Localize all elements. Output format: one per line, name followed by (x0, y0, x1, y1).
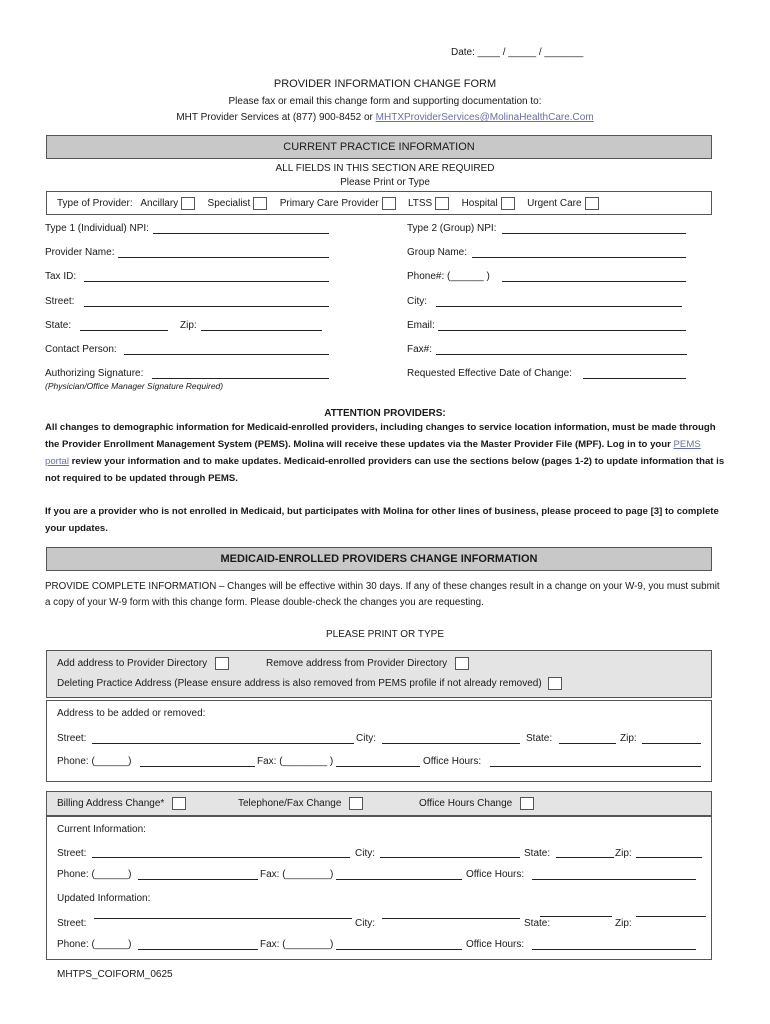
upd-phone-field[interactable] (138, 949, 258, 950)
contact-prefix: MHT Provider Services at (877) 900-8452 or (176, 112, 376, 123)
hours-change-label: Office Hours Change (419, 798, 513, 810)
specialist-checkbox[interactable] (253, 197, 267, 210)
telephone-change-label: Telephone/Fax Change (238, 798, 342, 810)
addr-hours-field[interactable] (490, 766, 701, 767)
print-note: Please Print or Type (340, 177, 430, 188)
upd-fax-field[interactable] (336, 949, 462, 950)
hospital-checkbox[interactable] (501, 197, 515, 210)
urgent-care-checkbox[interactable] (585, 197, 599, 210)
addr-street-field[interactable] (92, 743, 354, 744)
effective-date-field[interactable] (583, 378, 686, 379)
addr-state-label: State: (526, 733, 553, 744)
addr-city-label: City: (356, 733, 376, 744)
phone-field[interactable] (502, 281, 686, 282)
addr-phone-label: Phone: (______) (57, 756, 132, 767)
addr-state-field[interactable] (559, 743, 616, 744)
medicaid-heading: MEDICAID-ENROLLED PROVIDERS CHANGE INFORMATION (46, 547, 712, 571)
cur-state-label: State: (524, 848, 551, 859)
upd-street-label: Street: (57, 918, 87, 929)
current-info-heading: Current Information: (57, 824, 146, 835)
fax-label: Fax#: (407, 344, 433, 355)
type2-npi-label: Type 2 (Group) NPI: (407, 223, 497, 234)
add-address-label: Add address to Provider Directory (57, 658, 208, 670)
provider-type-hospital: Hospital (461, 198, 498, 210)
signature-field[interactable] (152, 378, 329, 379)
cur-fax-field[interactable] (336, 879, 462, 880)
address-heading: Address to be added or removed: (57, 708, 206, 719)
cur-zip-field[interactable] (636, 857, 702, 858)
addr-fax-label: Fax: (________ ) (257, 756, 334, 767)
addr-zip-field[interactable] (642, 743, 701, 744)
form-title: PROVIDER INFORMATION CHANGE FORM (273, 78, 497, 90)
tax-id-label: Tax ID: (45, 271, 77, 282)
street-label: Street: (45, 296, 75, 307)
tax-id-field[interactable] (84, 281, 329, 282)
change-details-panel (46, 816, 712, 960)
upd-hours-field[interactable] (532, 949, 696, 950)
contact-line (0, 112, 770, 123)
cur-street-label: Street: (57, 848, 87, 859)
effective-date-label: Requested Effective Date of Change: (407, 368, 572, 379)
required-note: ALL FIELDS IN THIS SECTION ARE REQUIRED (275, 163, 495, 174)
provider-name-field[interactable] (118, 257, 329, 258)
ancillary-checkbox[interactable] (181, 197, 195, 210)
fax-field[interactable] (436, 354, 687, 355)
upd-zip-label: Zip: (615, 918, 632, 929)
upd-zip-field[interactable] (636, 916, 706, 917)
addr-fax-field[interactable] (336, 766, 420, 767)
upd-city-field[interactable] (382, 918, 520, 919)
hours-change-checkbox[interactable] (520, 797, 534, 810)
provider-type-label: Type of Provider: (57, 198, 133, 210)
updated-info-heading: Updated Information: (57, 893, 151, 904)
contact-person-field[interactable] (124, 354, 329, 355)
ltss-checkbox[interactable] (435, 197, 449, 210)
form-code: MHTPS_COIFORM_0625 (57, 969, 173, 980)
zip-label: Zip: (180, 320, 197, 331)
addr-zip-label: Zip: (620, 733, 637, 744)
attention-paragraph-1 (45, 419, 727, 487)
delete-address-label: Deleting Practice Address (Please ensure address is also removed from PEMS profile if not already removed) (57, 678, 542, 690)
signature-note: (Physician/Office Manager Signature Required) (45, 381, 224, 391)
upd-state-field[interactable] (540, 916, 612, 917)
upd-city-label: City: (355, 918, 375, 929)
cur-city-label: City: (355, 848, 375, 859)
attention-heading: ATTENTION PROVIDERS: (324, 408, 446, 419)
remove-address-row (266, 657, 473, 670)
cur-fax-label: Fax: (________) (260, 869, 334, 880)
pems-portal-link[interactable]: PEMS portal (45, 439, 701, 467)
email-field[interactable] (438, 330, 686, 331)
remove-address-checkbox[interactable] (455, 657, 469, 670)
city-field[interactable] (436, 306, 682, 307)
upd-state-label: State: (524, 918, 551, 929)
type2-npi-field[interactable] (502, 233, 686, 234)
phone-label: Phone#: (______ ) (407, 271, 490, 282)
provider-type-ancillary: Ancillary (140, 198, 179, 210)
provider-type-specialist: Specialist (207, 198, 251, 210)
cur-phone-label: Phone: (______) (57, 869, 132, 880)
provider-type-ltss: LTSS (407, 198, 433, 210)
add-address-checkbox[interactable] (215, 657, 229, 670)
cur-city-field[interactable] (380, 857, 520, 858)
delete-address-row (57, 677, 566, 690)
attention-p1-a: All changes to demographic information for Medicaid-enrolled providers, including changes to service location information, must be made through the Provider Enrollment Management System (PEMS). Molina will receive these updates via the Master Provider File (MPF). Log in to your (45, 422, 716, 450)
provider-type-pcp: Primary Care Provider (279, 198, 379, 210)
upd-street-field[interactable] (94, 918, 352, 919)
telephone-change-row (238, 797, 367, 810)
cur-hours-label: Office Hours: (466, 869, 525, 880)
signature-label: Authorizing Signature: (45, 368, 144, 379)
addr-street-label: Street: (57, 733, 87, 744)
attention-paragraph-2: If you are a provider who is not enrolled in Medicaid, but participates with Molina for other lines of business, please proceed to page [3] to complete your updates. (45, 506, 719, 534)
addr-city-field[interactable] (382, 743, 520, 744)
cur-phone-field[interactable] (138, 879, 258, 880)
cur-street-field[interactable] (92, 857, 350, 858)
provider-type-urgent-care: Urgent Care (527, 198, 582, 210)
telephone-change-checkbox[interactable] (349, 797, 363, 810)
provider-type-row (46, 191, 712, 215)
group-name-label: Group Name: (407, 247, 468, 258)
cur-hours-field[interactable] (532, 879, 696, 880)
remove-address-label: Remove address from Provider Directory (266, 658, 448, 670)
state-label: State: (45, 320, 72, 331)
city-label: City: (407, 296, 427, 307)
billing-change-label: Billing Address Change* (57, 798, 165, 810)
pcp-checkbox[interactable] (382, 197, 396, 210)
group-name-field[interactable] (472, 257, 686, 258)
medicaid-print-note: PLEASE PRINT OR TYPE (325, 629, 444, 640)
street-field[interactable] (84, 306, 329, 307)
current-practice-heading: CURRENT PRACTICE INFORMATION (46, 135, 712, 159)
type1-npi-label: Type 1 (Individual) NPI: (45, 223, 149, 234)
cur-state-field[interactable] (556, 857, 614, 858)
contact-person-label: Contact Person: (45, 344, 117, 355)
attention-p1-b: review your information and to make updates. Medicaid-enrolled providers can use the sections below (pages 1-2) to update information that is not required to be updated through PEMS. (45, 456, 725, 484)
delete-address-checkbox[interactable] (548, 677, 562, 690)
form-subtitle: Please fax or email this change form and supporting documentation to: (228, 96, 542, 107)
upd-fax-label: Fax: (________) (260, 939, 334, 950)
state-field[interactable] (80, 330, 168, 331)
zip-field[interactable] (201, 330, 322, 331)
cur-zip-label: Zip: (615, 848, 632, 859)
upd-hours-label: Office Hours: (466, 939, 525, 950)
addr-phone-field[interactable] (140, 766, 255, 767)
provider-name-label: Provider Name: (45, 247, 115, 258)
email-label: Email: (407, 320, 435, 331)
date-line[interactable]: Date: ____ / _____ / _______ (451, 47, 584, 58)
contact-email-link[interactable]: MHTXProviderServices@MolinaHealthCare.Com (375, 112, 594, 123)
type1-npi-field[interactable] (153, 233, 329, 234)
billing-change-row (57, 797, 190, 810)
medicaid-instructions: PROVIDE COMPLETE INFORMATION – Changes will be effective within 30 days. If any of these changes result in a change on your W-9, you must submit a copy of your W-9 form with this change form. Please double-check the changes you are requesting. (45, 581, 720, 608)
billing-change-checkbox[interactable] (172, 797, 186, 810)
upd-phone-label: Phone: (______) (57, 939, 132, 950)
hours-change-row (419, 797, 538, 810)
add-address-row (57, 657, 233, 670)
addr-hours-label: Office Hours: (423, 756, 482, 767)
